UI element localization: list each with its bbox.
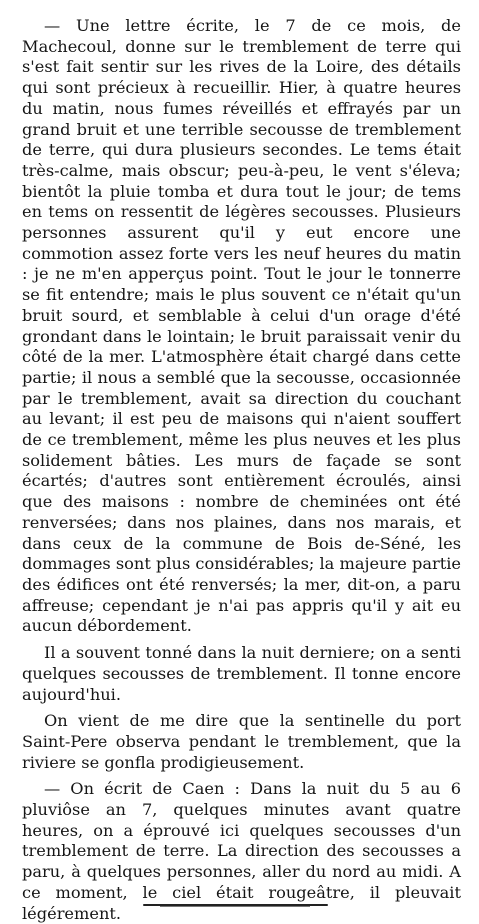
- section-divider-shadow: [160, 906, 310, 907]
- paragraph-thunder-night: Il a souvent tonné dans la nuit derniere; on a senti quelques secousses de tremblement. Il tonne encore aujourd'hui.: [22, 643, 461, 704]
- paragraph-caen-report: — On écrit de Caen : Dans la nuit du 5 au 6 pluviôse an 7, quelques minutes avant quatre heures, on a éprouvé ici quelques secousses d'un tremblement de terre. La direction des secousses a paru, à quelques personnes, aller du nord au midi. A ce moment, le ciel était rougeâtre, il pleuvait légérement.: [22, 779, 461, 923]
- paragraph-machecoul-letter: — Une lettre écrite, le 7 de ce mois, de Machecoul, donne sur le tremblement de terre qui s'est fait sentir sur les rives de la Loire, des détails qui sont précieux à recueillir. Hier, à quatre heures du matin, nous fumes réveillés et effrayés par un grand bruit et une terrible secousse de tremblement de terre, qui dura plusieurs secondes. Le tems était très-calme, mais obscur; peu-à-peu, le vent s'éleva; bientôt la pluie tomba et dura tout le jour; de tems en tems on ressentit de légères secousses. Plusieurs personnes assurent qu'il y eut encore une commotion assez forte vers les neuf heures du matin : je ne m'en apperçus point. Tout le jour le tonnerre se fit entendre; mais le plus souvent ce n'était qu'un bruit sourd, et semblable à celui d'un orage d'été grondant dans le lointain; le bruit paraissait venir du côté de la mer. L'atmosphère était chargé dans cette partie; il nous a semblé que la secousse, occasionnée par le tremblement, avait sa direction du couchant au levant; il est peu de maisons qui n'aient souffert de ce tremblement, même les plus neuves et les plus solidement bâties. Les murs de façade se sont écartés; d'autres sont entièrement écroulés, ainsi que des maisons : nombre de cheminées ont été renversées; dans nos plaines, dans nos marais, et dans ceux de la commune de Bois de-Séné, les dommages sont plus considérables; la majeure partie des édifices ont été renversés; la mer, dit-on, a paru affreuse; cependant je n'ai pas appris qu'il y ait eu aucun débordement.: [22, 16, 461, 636]
- paragraph-sentinel-port: On vient de me dire que la sentinelle du port Saint-Pere observa pendant le tremblement, que la riviere se gonfla prodigieusement.: [22, 711, 461, 772]
